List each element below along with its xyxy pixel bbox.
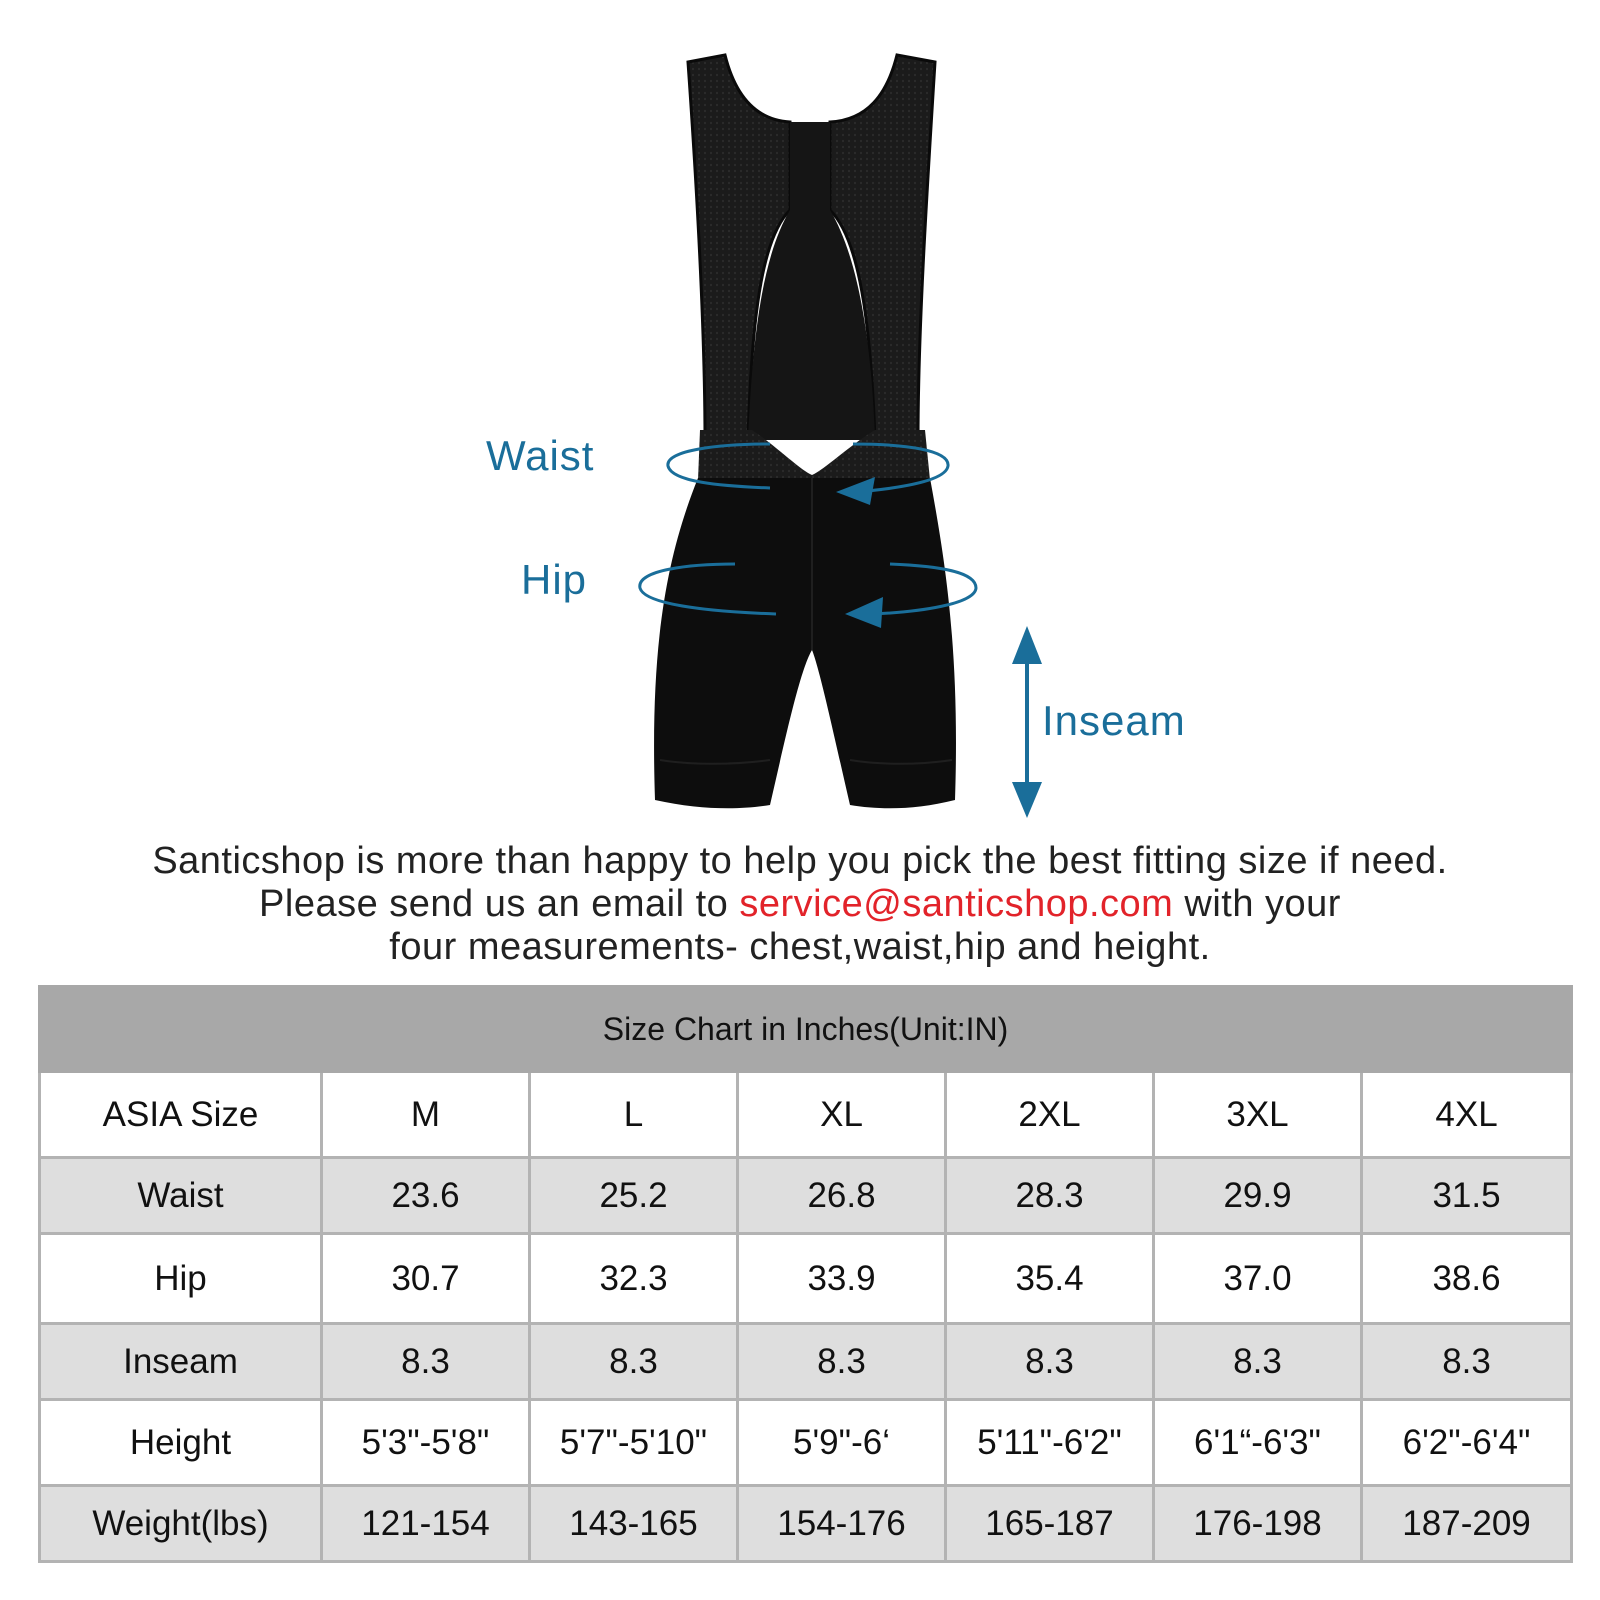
table-cell: 25.2 bbox=[530, 1158, 738, 1234]
size-chart-title: Size Chart in Inches(Unit:IN) bbox=[40, 987, 1572, 1072]
table-row bbox=[40, 1486, 1572, 1562]
table-cell: 5'7"-5'10" bbox=[530, 1400, 738, 1486]
table-cell: 28.3 bbox=[946, 1158, 1154, 1234]
note-line-1: Santicshop is more than happy to help you pick the best fitting size if need. bbox=[152, 840, 1448, 882]
row-label-cell: Height bbox=[40, 1400, 322, 1486]
table-cell: 23.6 bbox=[322, 1158, 530, 1234]
header-cell: XL bbox=[738, 1072, 946, 1158]
table-cell: 143-165 bbox=[530, 1486, 738, 1562]
table-cell: 6'2"-6'4" bbox=[1362, 1400, 1572, 1486]
header-cell: M bbox=[322, 1072, 530, 1158]
table-cell: 187-209 bbox=[1362, 1486, 1572, 1562]
row-label-cell: Waist bbox=[40, 1158, 322, 1234]
table-cell: 176-198 bbox=[1154, 1486, 1362, 1562]
table-row bbox=[40, 1324, 1572, 1400]
table-title-row bbox=[40, 987, 1572, 1072]
size-chart-table bbox=[38, 985, 1573, 1563]
table-cell: 35.4 bbox=[946, 1234, 1154, 1324]
row-label-cell: Hip bbox=[40, 1234, 322, 1324]
row-label-cell: Inseam bbox=[40, 1324, 322, 1400]
inseam-label: Inseam bbox=[1042, 697, 1186, 744]
hip-label: Hip bbox=[521, 556, 588, 603]
header-cell: 3XL bbox=[1154, 1072, 1362, 1158]
table-cell: 33.9 bbox=[738, 1234, 946, 1324]
table-cell: 31.5 bbox=[1362, 1158, 1572, 1234]
waist-label: Waist bbox=[486, 432, 595, 479]
table-cell: 38.6 bbox=[1362, 1234, 1572, 1324]
table-cell: 8.3 bbox=[322, 1324, 530, 1400]
table-header-row bbox=[40, 1072, 1572, 1158]
table-cell: 5'11"-6'2" bbox=[946, 1400, 1154, 1486]
table-cell: 30.7 bbox=[322, 1234, 530, 1324]
table-cell: 121-154 bbox=[322, 1486, 530, 1562]
table-cell: 29.9 bbox=[1154, 1158, 1362, 1234]
table-cell: 8.3 bbox=[738, 1324, 946, 1400]
sizing-help-note bbox=[0, 840, 1600, 969]
table-cell: 8.3 bbox=[1154, 1324, 1362, 1400]
note-line-3: four measurements- chest,waist,hip and height. bbox=[389, 926, 1211, 968]
support-email-link[interactable]: service@santicshop.com bbox=[739, 883, 1174, 925]
row-label-cell: Weight(lbs) bbox=[40, 1486, 322, 1562]
header-cell: L bbox=[530, 1072, 738, 1158]
note-line-2-end: with your bbox=[1173, 883, 1341, 925]
table-cell: 32.3 bbox=[530, 1234, 738, 1324]
note-line-2-start: Please send us an email to bbox=[259, 883, 740, 925]
note-line-2 bbox=[0, 883, 1600, 926]
inseam-arrow-icon bbox=[1012, 626, 1042, 818]
table-cell: 8.3 bbox=[530, 1324, 738, 1400]
bib-shorts-body bbox=[654, 478, 956, 808]
table-cell: 8.3 bbox=[1362, 1324, 1572, 1400]
table-cell: 26.8 bbox=[738, 1158, 946, 1234]
table-row bbox=[40, 1234, 1572, 1324]
table-cell: 5'3"-5'8" bbox=[322, 1400, 530, 1486]
header-cell: 2XL bbox=[946, 1072, 1154, 1158]
table-cell: 5'9"-6‘ bbox=[738, 1400, 946, 1486]
table-cell: 6'1“-6'3" bbox=[1154, 1400, 1362, 1486]
table-row bbox=[40, 1400, 1572, 1486]
table-cell: 154-176 bbox=[738, 1486, 946, 1562]
header-cell: 4XL bbox=[1362, 1072, 1572, 1158]
table-cell: 37.0 bbox=[1154, 1234, 1362, 1324]
table-row bbox=[40, 1158, 1572, 1234]
header-cell: ASIA Size bbox=[40, 1072, 322, 1158]
table-cell: 8.3 bbox=[946, 1324, 1154, 1400]
table-cell: 165-187 bbox=[946, 1486, 1154, 1562]
